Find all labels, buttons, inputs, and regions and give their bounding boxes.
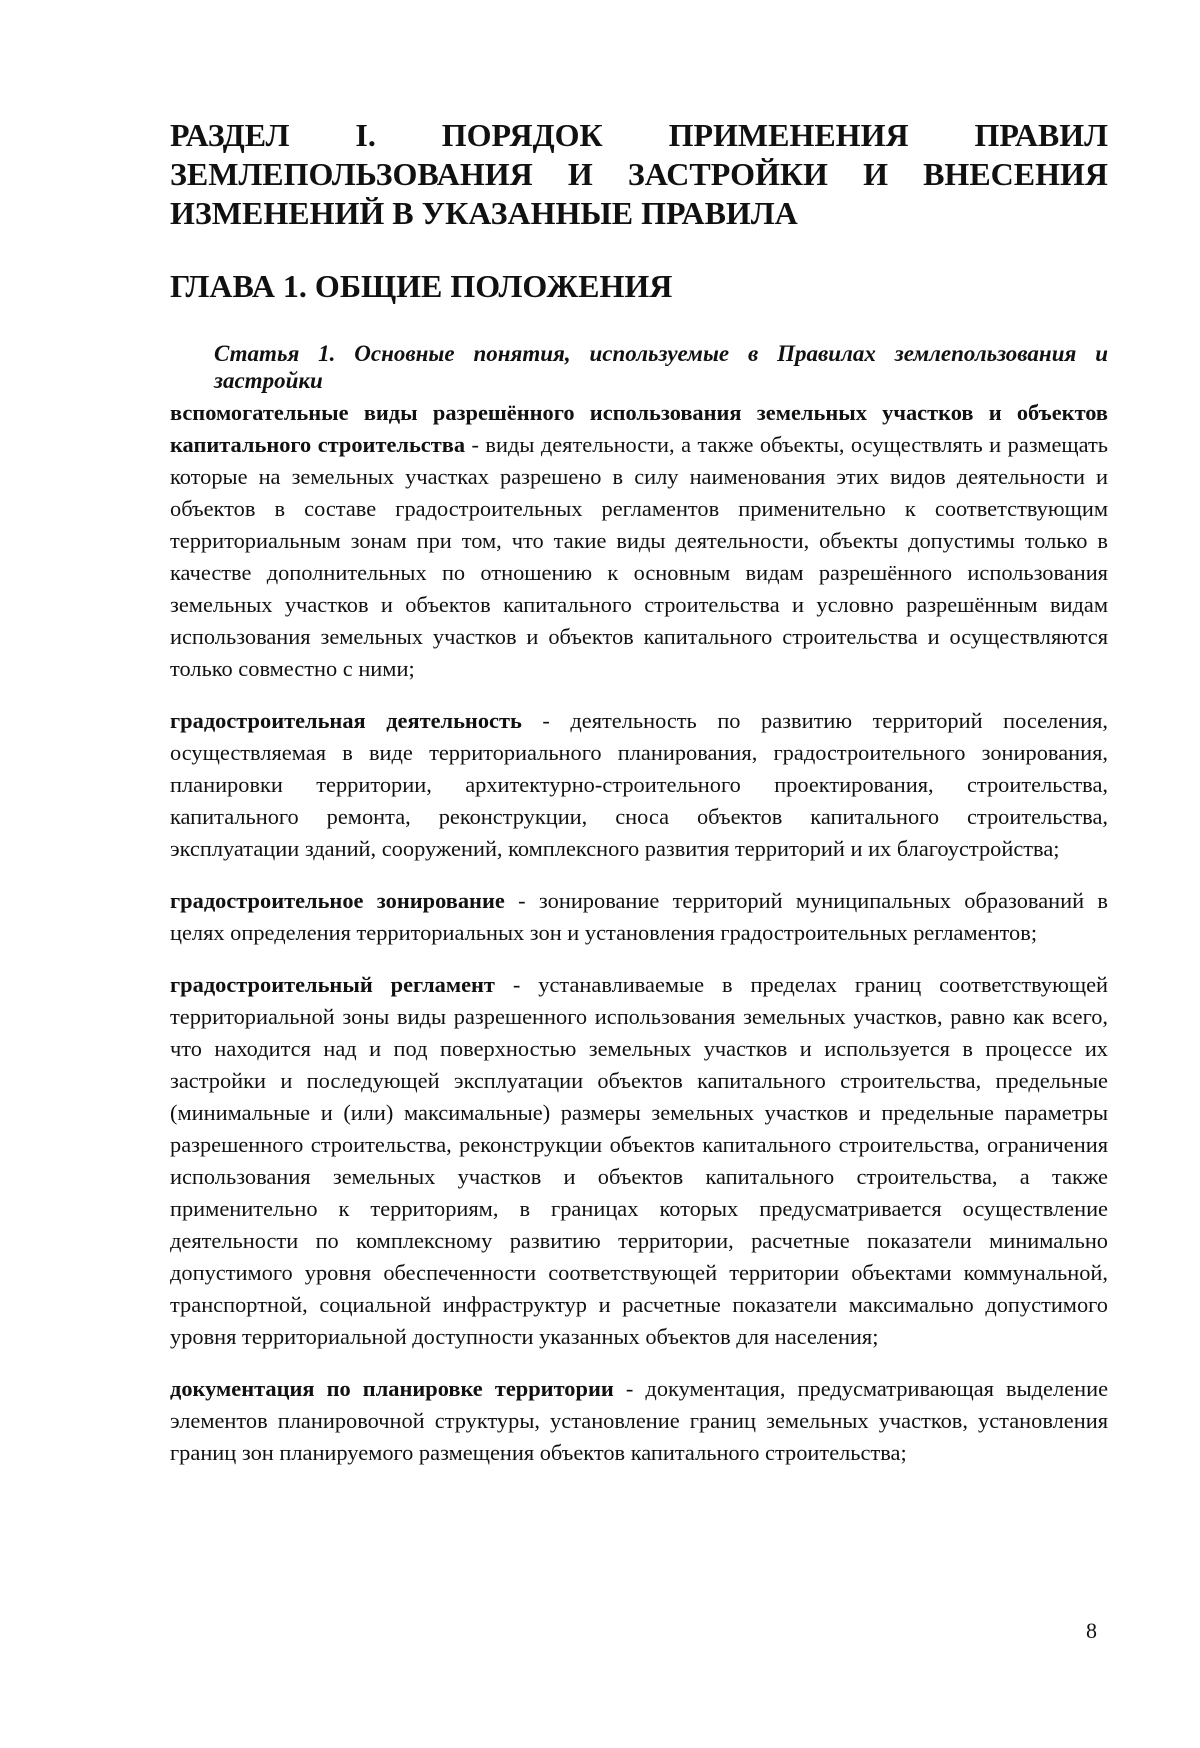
term-paragraph	[170, 969, 1108, 1353]
term-definition: - виды деятельности, а также объекты, осуществлять и размещать которые на земельных участках разрешено в силу наименования этих видов деятельности и объектов в составе градостроительных регламентов применительно к соответствующим территориальным зонам при том, что такие виды деятельности, объекты допустимы только в качестве дополнительных по отношению к основным видам разрешённого использования земельных участков и объектов капитального строительства и условно разрешённым видам использования земельных участков и объектов капитального строительства и осуществляются только совместно с ними;	[170, 432, 1108, 681]
term-name: градостроительный регламент	[170, 972, 495, 997]
term-name: документация по планировке территории	[170, 1376, 614, 1401]
term-definition: - документация, предусматривающая выделение элементов планировочной структуры, установление границ земельных участков, установления границ зон планируемого размещения объектов капитального строительства;	[170, 1376, 1109, 1465]
term-name: градостроительная деятельность	[170, 708, 522, 733]
term-paragraph	[170, 397, 1108, 685]
term-definition: - устанавливаемые в пределах границ соответствующей территориальной зоны виды разрешенного использования земельных участков, равно как всего, что находится над и под поверхностью земельных участков и используется в процессе их застройки и последующей эксплуатации объектов капитального строительства, предельные (минимальные и (или) максимальные) размеры земельных участков и предельные параметры разрешенного строительства, реконструкции объектов капитального строительства, ограничения использования земельных участков и объектов капитального строительства, а также применительно к территориям, в границах которых предусматривается осуществление деятельности по комплексному развитию территории, расчетные показатели минимально допустимого уровня обеспеченности соответствующей территории объектами коммунальной, транспортной, социальной инфраструктур и расчетные показатели максимально допустимого уровня территориальной доступности указанных объектов для населения;	[170, 972, 1108, 1349]
terms-list	[170, 397, 1108, 1489]
section-title: РАЗДЕЛ I. ПОРЯДОК ПРИМЕНЕНИЯ ПРАВИЛ ЗЕМЛЕПОЛЬЗОВАНИЯ И ЗАСТРОЙКИ И ВНЕСЕНИЯ ИЗМЕНЕНИЙ В УКАЗАННЫЕ ПРАВИЛА	[170, 117, 1108, 231]
term-paragraph	[170, 1373, 1108, 1469]
term-name: вспомогательные виды разрешённого использования земельных участков и объектов капитального строительства	[170, 400, 1108, 457]
term-definition: - зонирование территорий муниципальных образований в целях определения территориальных зон и установления градостроительных регламентов;	[170, 888, 1108, 945]
term-definition: - деятельность по развитию территорий поселения, осуществляемая в виде территориального планирования, градостроительного зонирования, планировки территории, архитектурно-строительного проектирования, строительства, капитального ремонта, реконструкции, сноса объектов капитального строительства, эксплуатации зданий, сооружений, комплексного развития территорий и их благоустройства;	[170, 708, 1108, 861]
term-paragraph	[170, 705, 1108, 865]
term-paragraph	[170, 885, 1108, 949]
chapter-title: ГЛАВА 1. ОБЩИЕ ПОЛОЖЕНИЯ	[170, 268, 673, 304]
term-name: градостроительное зонирование	[170, 888, 505, 913]
page-number: 8	[1086, 1618, 1097, 1643]
article-title: Статья 1. Основные понятия, используемые в Правилах землепользования и застройки	[214, 341, 1108, 393]
